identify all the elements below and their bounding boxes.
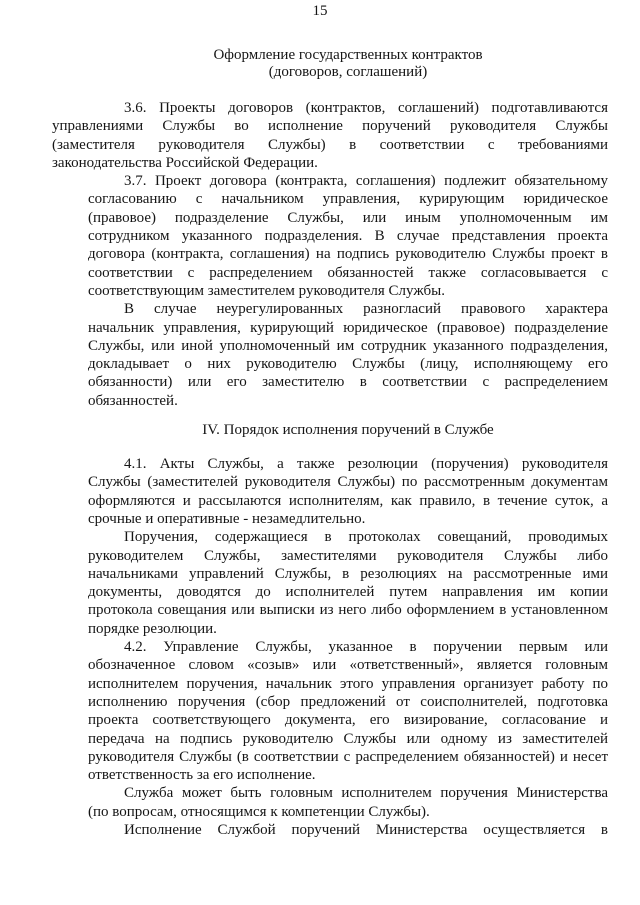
text-line: В случае неурегулированных разногласий правового характера [124, 301, 608, 318]
paragraph-4-2 [88, 638, 608, 784]
text-line: 3.6. Проекты договоров (контрактов, соглашений) подготавливаются [124, 100, 608, 116]
text-line: Службы (заместителей руководителя Службы) по рассмотренным документам [88, 474, 608, 491]
text-line: договора (контракта, соглашения) на подпись руководителю Службы проект в [88, 246, 608, 263]
text-line: протокола совещания или выписки из него либо оформлением в установленном [88, 602, 608, 619]
text-line: 4.2. Управление Службы, указанное в поручении первым или [124, 639, 608, 656]
paragraph-3-7 [88, 172, 608, 300]
text-line: передача на подпись руководителю Службы или одному из заместителей [88, 730, 608, 747]
text-line: оформляются и рассылаются исполнителям, как правило, в течение суток, а [88, 492, 608, 509]
text-line: срочные и оперативные - незамедлительно. [88, 510, 366, 527]
text-line: управлениями Службы во исполнение поручений руководителя Службы [52, 118, 608, 135]
heading-line: (договоров, соглашений) [268, 64, 428, 80]
text-line: соответствующим заместителем руководителя Службы. [88, 282, 445, 299]
paragraph-4-1-meetings [88, 528, 608, 638]
paragraph-4-2-ministry [88, 784, 608, 821]
text-line: порядке резолюции. [88, 620, 217, 637]
text-line: руководителем Службы, заместителями руководителя Службы либо [88, 547, 608, 564]
paragraph-4-2-execution [88, 821, 608, 839]
text-line: докладывает о них руководителю Службы (лицу, исполняющему его [88, 356, 608, 373]
text-line: начальник управления, курирующий юридическое (правовое) подразделение [88, 319, 608, 336]
text-line: Служба может быть головным исполнителем поручения Министерства [124, 785, 608, 802]
page-content [52, 47, 608, 839]
text-line: Исполнение Службой поручений Министерства осуществляется в [124, 821, 608, 838]
text-line: Поручения, содержащиеся в протоколах совещаний, проводимых [124, 529, 608, 546]
text-line: согласованию с начальником управления, курирующим юридическое [88, 191, 608, 208]
text-line: исполнителем поручения, начальник этого управления организует работу по [88, 675, 608, 692]
text-line: руководителя Службы (в соответствии с распределением обязанностей) и несет [88, 748, 608, 765]
text-line: (правовое) подразделение Службы, или иным уполномоченным им [88, 209, 608, 226]
text-line: документы, доводятся до исполнителей путем направления им копии [88, 584, 608, 601]
section-heading-contracts [88, 47, 608, 81]
text-line: обязанности) или его заместителю в соответствии с распределением [88, 374, 608, 391]
text-line: обозначенное словом «созыв» или «ответственный», является головным [88, 657, 608, 674]
text-line: проекта соответствующего документа, его визирование, согласование и [88, 712, 608, 729]
section-heading-iv: IV. Порядок исполнения поручений в Службе [202, 422, 494, 439]
paragraph-4-1 [88, 455, 608, 528]
text-line: сотрудником указанного подразделения. В случае представления проекта [88, 228, 608, 245]
text-line: обязанностей. [88, 392, 178, 409]
text-line: законодательства Российской Федерации. [52, 154, 318, 171]
page-number: 15 [312, 3, 328, 19]
paragraph-3-6 [52, 99, 608, 172]
text-line: 3.7. Проект договора (контракта, соглашения) подлежит обязательному [124, 173, 608, 190]
text-line: исполнению поручения (сбор предложений от соисполнителей, подготовка [88, 693, 608, 710]
text-line: (по вопросам, относящимся к компетенции Службы). [88, 803, 430, 820]
text-line: Службы, или иной уполномоченный им сотрудник указанного подразделения, [88, 337, 608, 354]
text-line: соответствии с распределением обязанностей также согласовывается с [88, 264, 608, 281]
text-line: 4.1. Акты Службы, а также резолюции (поручения) руководителя [124, 456, 608, 473]
paragraph-3-7-disputes [88, 300, 608, 410]
text-line: (заместителя руководителя Службы) в соответствии с требованиями [52, 136, 608, 153]
text-line: начальниками управлений Службы, в резолюциях на рассмотренные ими [88, 565, 608, 582]
heading-line: Оформление государственных контрактов [213, 47, 483, 63]
text-line: ответственность за его исполнение. [88, 767, 316, 784]
